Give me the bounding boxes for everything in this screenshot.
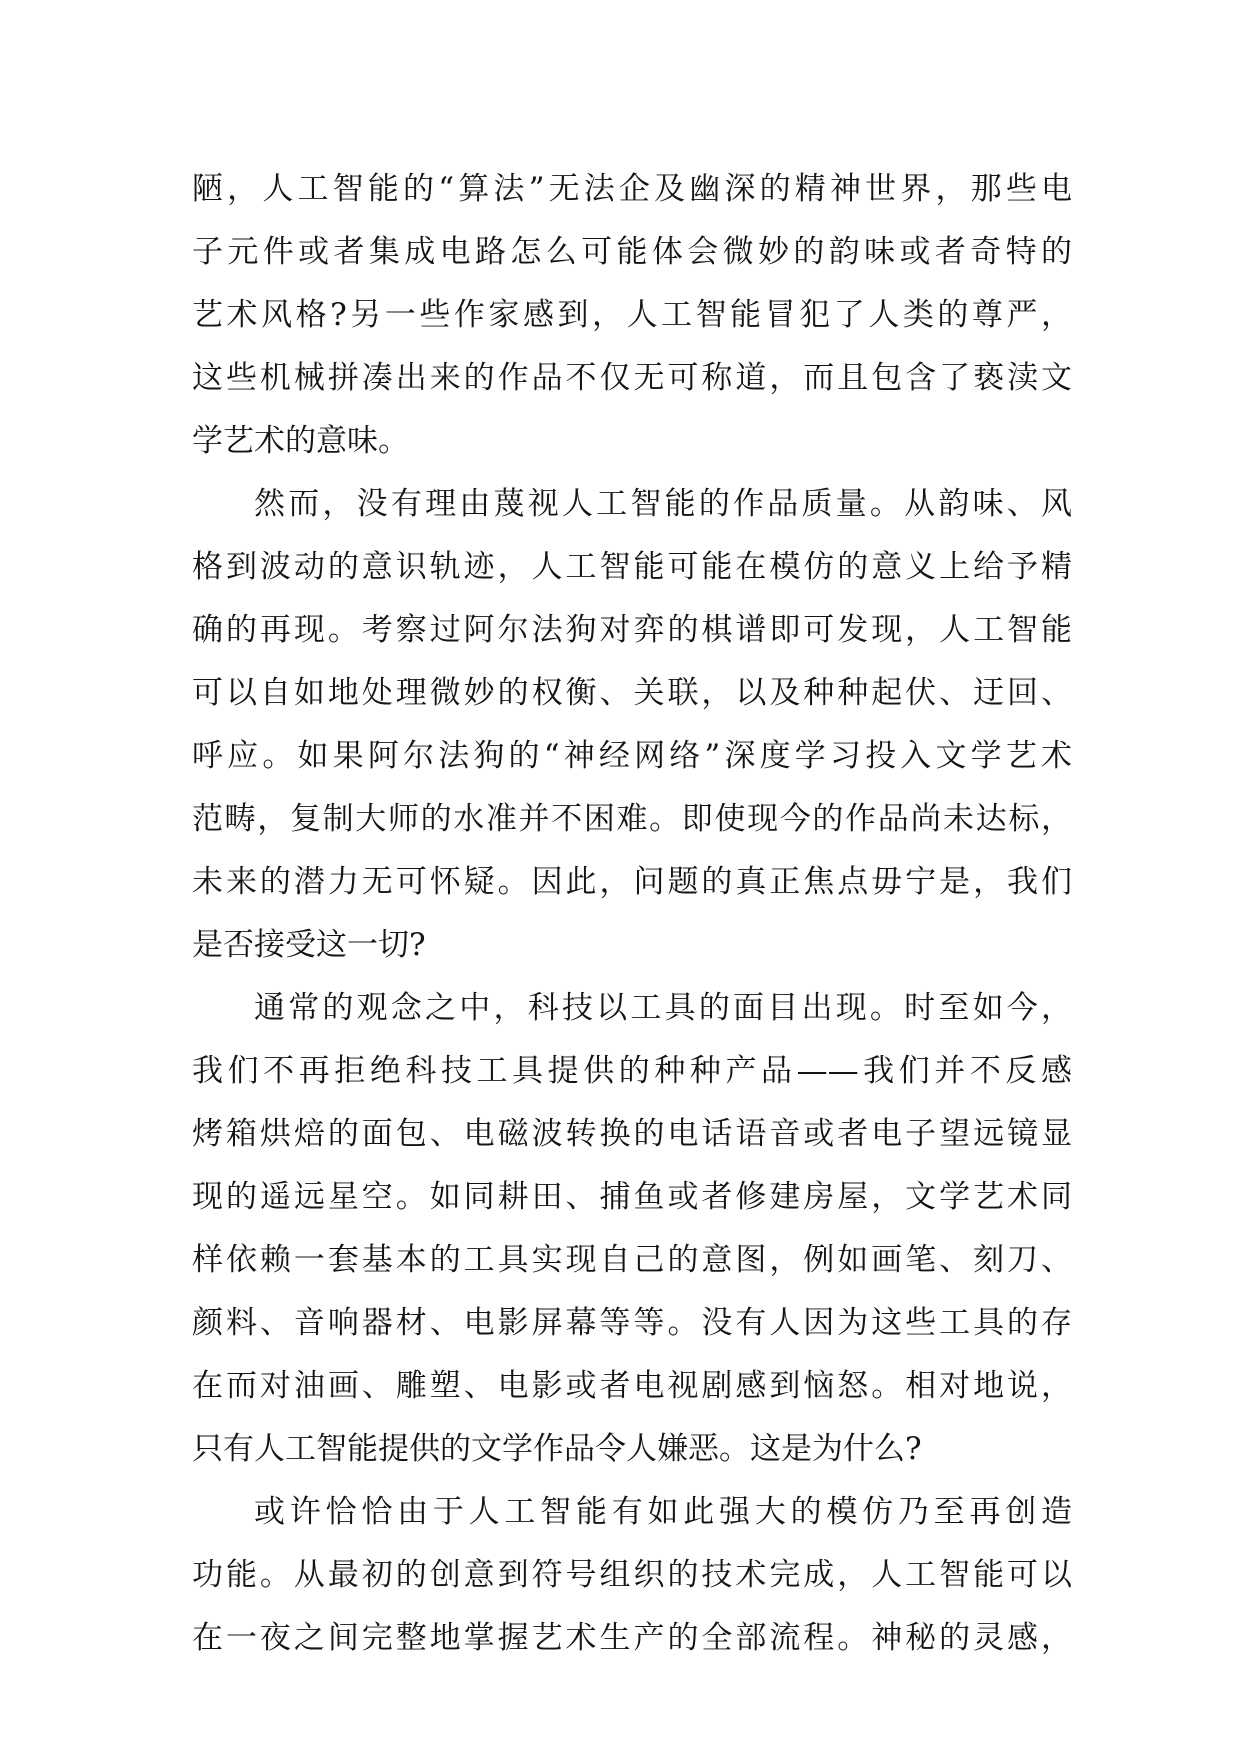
text-line: 陋，人工智能的“算法”无法企及幽深的精神世界，那些电 (192, 171, 1072, 207)
text-line: 这些机械拼凑出来的作品不仅无可称道，而且包含了亵渎文 (192, 360, 1072, 396)
text-line: 呼应。如果阿尔法狗的“神经网络”深度学习投入文学艺术 (192, 738, 1072, 774)
text-line: 功能。从最初的创意到符号组织的技术完成，人工智能可以 (192, 1557, 1072, 1593)
paragraph-first-line: 或许恰恰由于人工智能有如此强大的模仿乃至再创造 (254, 1494, 1072, 1530)
text-line: 学艺术的意味。 (192, 423, 409, 459)
text-line: 确的再现。考察过阿尔法狗对弈的棋谱即可发现，人工智能 (192, 612, 1072, 648)
text-line: 只有人工智能提供的文学作品令人嫌恶。这是为什么? (192, 1431, 922, 1467)
text-line: 样依赖一套基本的工具实现自己的意图，例如画笔、刻刀、 (192, 1242, 1072, 1278)
text-line: 烤箱烘焙的面包、电磁波转换的电话语音或者电子望远镜显 (192, 1116, 1072, 1152)
text-line: 子元件或者集成电路怎么可能体会微妙的韵味或者奇特的 (192, 234, 1072, 270)
text-line: 是否接受这一切? (192, 927, 426, 963)
text-line: 颜料、音响器材、电影屏幕等等。没有人因为这些工具的存 (192, 1305, 1072, 1341)
body-text (192, 158, 1072, 1670)
text-line: 范畴，复制大师的水准并不困难。即使现今的作品尚未达标， (192, 801, 1072, 837)
text-line: 可以自如地处理微妙的权衡、关联，以及种种起伏、迂回、 (192, 675, 1072, 711)
text-line: 在而对油画、雕塑、电影或者电视剧感到恼怒。相对地说， (192, 1368, 1072, 1404)
text-line: 我们不再拒绝科技工具提供的种种产品——我们并不反感 (192, 1053, 1072, 1089)
text-line: 现的遥远星空。如同耕田、捕鱼或者修建房屋，文学艺术同 (192, 1179, 1072, 1215)
text-line: 格到波动的意识轨迹，人工智能可能在模仿的意义上给予精 (192, 549, 1072, 585)
paragraph-first-line: 然而，没有理由蔑视人工智能的作品质量。从韵味、风 (254, 486, 1072, 522)
text-line: 在一夜之间完整地掌握艺术生产的全部流程。神秘的灵感， (192, 1620, 1072, 1656)
paragraph-first-line: 通常的观念之中，科技以工具的面目出现。时至如今， (254, 990, 1072, 1026)
text-line: 艺术风格?另一些作家感到，人工智能冒犯了人类的尊严， (192, 297, 1072, 333)
text-line: 未来的潜力无可怀疑。因此，问题的真正焦点毋宁是，我们 (192, 864, 1072, 900)
